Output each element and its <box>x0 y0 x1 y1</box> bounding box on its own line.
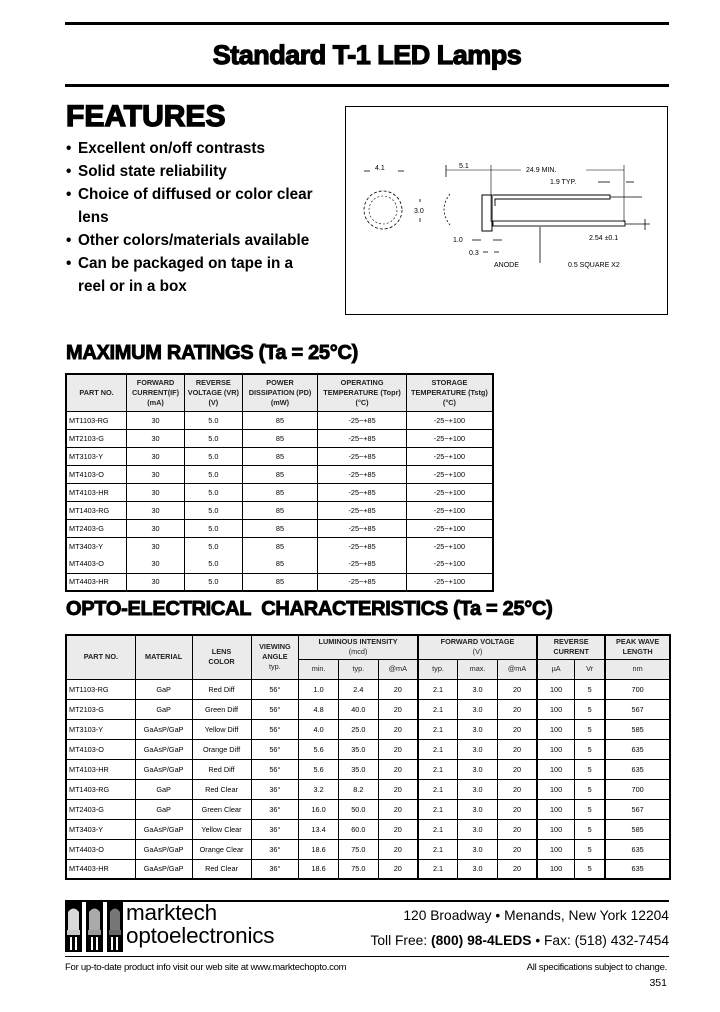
table-cell: 5 <box>575 739 606 759</box>
table-cell: 20 <box>378 819 418 839</box>
col-reverse-current: REVERSE CURRENT <box>537 635 605 659</box>
table-cell: 2.1 <box>418 699 458 719</box>
table-cell: 35.0 <box>338 759 378 779</box>
col-storage-temp: STORAGE TEMPERATURE (Tstg) (°C) <box>406 374 493 411</box>
table-subheader-row: min. typ. @mA typ. max. @mA µA Vr nm <box>66 659 670 679</box>
table-cell: 20 <box>378 699 418 719</box>
svg-text:1.0: 1.0 <box>453 237 463 244</box>
table-cell: 100 <box>537 819 574 839</box>
table-cell: 2.1 <box>418 759 458 779</box>
table-cell: 2.4 <box>338 679 378 699</box>
table-cell: 5.6 <box>299 759 339 779</box>
table-cell: 20 <box>378 719 418 739</box>
table-row <box>66 483 493 501</box>
table-cell: 20 <box>497 719 537 739</box>
page-title: Standard T-1 LED Lamps <box>212 40 522 70</box>
table-cell: -25~+100 <box>406 555 493 573</box>
table-cell: 20 <box>378 859 418 879</box>
table-cell: 20 <box>497 819 537 839</box>
feature-item: • Can be packaged on tape in a reel or in a box <box>66 252 333 298</box>
table-cell: 20 <box>497 779 537 799</box>
table-cell: 100 <box>537 679 574 699</box>
svg-text:0.5 SQUARE X2: 0.5 SQUARE X2 <box>568 262 620 269</box>
table-cell: 700 <box>605 779 670 799</box>
table-cell: 20 <box>497 739 537 759</box>
table-cell: 3.0 <box>458 679 498 699</box>
table-cell: GaAsP/GaP <box>135 819 192 839</box>
table-cell: GaAsP/GaP <box>135 739 192 759</box>
table-cell: 36° <box>251 779 299 799</box>
table-cell: 3.0 <box>458 799 498 819</box>
table-row <box>66 555 493 573</box>
table-cell: 30 <box>127 537 185 555</box>
table-cell: 2.1 <box>418 679 458 699</box>
table-cell: 5.0 <box>184 519 242 537</box>
table-cell: 75.0 <box>338 859 378 879</box>
table-cell: 5.0 <box>184 501 242 519</box>
table-cell: 20 <box>497 859 537 879</box>
max-ratings-table <box>65 373 494 592</box>
table-cell: 2.1 <box>418 739 458 759</box>
table-cell: 20 <box>497 679 537 699</box>
table-header-row <box>66 374 493 411</box>
bullet-icon: • <box>66 140 72 157</box>
table-cell: 13.4 <box>299 819 339 839</box>
table-cell: 3.0 <box>458 759 498 779</box>
table-cell: GaP <box>135 799 192 819</box>
table-cell: 1.0 <box>299 679 339 699</box>
table-cell: 100 <box>537 739 574 759</box>
table-cell: 36° <box>251 839 299 859</box>
table-cell: 5 <box>575 779 606 799</box>
package-drawing <box>345 106 668 315</box>
table-row <box>66 573 493 591</box>
brand-name: marktech optoelectronics <box>126 900 275 948</box>
table-cell: 4.0 <box>299 719 339 739</box>
table-cell: Green Diff <box>192 699 251 719</box>
table-cell: 585 <box>605 719 670 739</box>
table-cell: Green Clear <box>192 799 251 819</box>
table-cell: Red Diff <box>192 679 251 699</box>
table-cell: 56° <box>251 739 299 759</box>
table-cell: 30 <box>127 573 185 591</box>
table-cell: 635 <box>605 839 670 859</box>
table-cell: -25~+100 <box>406 519 493 537</box>
table-cell: 100 <box>537 759 574 779</box>
table-cell: 2.1 <box>418 799 458 819</box>
table-cell: 2.1 <box>418 839 458 859</box>
table-cell: -25~+100 <box>406 537 493 555</box>
led-logo-icon <box>65 900 123 952</box>
svg-text:4.1: 4.1 <box>375 165 385 172</box>
svg-text:1.9 TYP.: 1.9 TYP. <box>550 179 577 186</box>
table-cell: 5.6 <box>299 739 339 759</box>
table-cell: 635 <box>605 739 670 759</box>
table-cell: 20 <box>497 759 537 779</box>
table-cell: GaAsP/GaP <box>135 719 192 739</box>
col-lens-color: LENS COLOR <box>192 635 251 679</box>
svg-text:24.9 MIN.: 24.9 MIN. <box>526 167 557 174</box>
table-row <box>66 739 670 759</box>
bullet-icon: • <box>66 186 72 203</box>
part-number-cell: MT4103-HR <box>66 759 135 779</box>
opto-heading: OPTO-ELECTRICAL CHARACTERISTICS (Ta = 25°C) <box>66 598 553 620</box>
table-row <box>66 429 493 447</box>
svg-text:3.0: 3.0 <box>414 208 424 215</box>
table-cell: 2.1 <box>418 779 458 799</box>
bullet-icon: • <box>66 255 72 272</box>
table-cell: 85 <box>242 411 318 429</box>
table-cell: 100 <box>537 839 574 859</box>
table-cell: GaP <box>135 679 192 699</box>
table-cell: 3.0 <box>458 819 498 839</box>
col-material: MATERIAL <box>135 635 192 679</box>
table-cell: 35.0 <box>338 739 378 759</box>
part-number-cell: MT1103-RG <box>66 411 127 429</box>
feature-item: • Solid state reliability <box>66 160 333 183</box>
table-row <box>66 859 670 879</box>
col-operating-temp: OPERATING TEMPERATURE (Topr) (°C) <box>318 374 407 411</box>
features-heading: FEATURES <box>66 100 226 133</box>
table-cell: 635 <box>605 759 670 779</box>
table-cell: 85 <box>242 555 318 573</box>
table-cell: 567 <box>605 699 670 719</box>
table-row <box>66 679 670 699</box>
table-cell: 75.0 <box>338 839 378 859</box>
table-cell: -25~+100 <box>406 429 493 447</box>
table-cell: 85 <box>242 429 318 447</box>
table-row <box>66 779 670 799</box>
table-cell: 36° <box>251 799 299 819</box>
table-cell: 40.0 <box>338 699 378 719</box>
part-number-cell: MT4403-HR <box>66 573 127 591</box>
table-cell: 5.0 <box>184 465 242 483</box>
table-cell: 3.0 <box>458 739 498 759</box>
table-cell: 5.0 <box>184 483 242 501</box>
footer-bottom-rule <box>65 956 669 957</box>
table-cell: -25~+85 <box>318 537 407 555</box>
table-cell: 5.0 <box>184 429 242 447</box>
col-luminous-intensity: LUMINOUS INTENSITY (mcd) <box>299 635 418 659</box>
table-cell: 100 <box>537 719 574 739</box>
table-cell: -25~+85 <box>318 411 407 429</box>
table-cell: 100 <box>537 799 574 819</box>
part-number-cell: MT4403-O <box>66 839 135 859</box>
col-forward-current: FORWARD CURRENT(IF) (mA) <box>127 374 185 411</box>
table-row <box>66 465 493 483</box>
part-number-cell: MT3103-Y <box>66 719 135 739</box>
col-viewing-angle: VIEWING ANGLE typ. <box>251 635 299 679</box>
table-cell: 85 <box>242 465 318 483</box>
table-cell: GaAsP/GaP <box>135 859 192 879</box>
col-part-no: PART NO. <box>66 374 127 411</box>
table-cell: Red Diff <box>192 759 251 779</box>
table-cell: 100 <box>537 859 574 879</box>
table-cell: 5 <box>575 719 606 739</box>
table-cell: Red Clear <box>192 859 251 879</box>
table-cell: 585 <box>605 819 670 839</box>
table-cell: 85 <box>242 537 318 555</box>
table-cell: 30 <box>127 447 185 465</box>
table-cell: -25~+100 <box>406 465 493 483</box>
table-cell: 5.0 <box>184 555 242 573</box>
feature-item: • Choice of diffused or color clear lens <box>66 183 333 229</box>
table-cell: 5.0 <box>184 447 242 465</box>
table-cell: 5.0 <box>184 573 242 591</box>
part-number-cell: MT4403-O <box>66 555 127 573</box>
bullet-icon: • <box>66 163 72 180</box>
svg-text:2.54 ±0.1: 2.54 ±0.1 <box>589 235 619 242</box>
table-cell: 5 <box>575 679 606 699</box>
opto-characteristics-table <box>65 634 671 880</box>
part-number-cell: MT4403-HR <box>66 859 135 879</box>
part-number-cell: MT1403-RG <box>66 501 127 519</box>
table-cell: 3.0 <box>458 719 498 739</box>
col-peak-wavelength: PEAK WAVE LENGTH <box>605 635 670 659</box>
part-number-cell: MT3403-Y <box>66 537 127 555</box>
part-number-cell: MT3403-Y <box>66 819 135 839</box>
col-forward-voltage: FORWARD VOLTAGE (V) <box>418 635 537 659</box>
table-cell: 2.1 <box>418 719 458 739</box>
table-row <box>66 719 670 739</box>
table-row <box>66 519 493 537</box>
part-number-cell: MT4103-O <box>66 739 135 759</box>
table-cell: -25~+85 <box>318 501 407 519</box>
table-cell: 60.0 <box>338 819 378 839</box>
title-rule <box>65 84 669 87</box>
table-cell: 30 <box>127 465 185 483</box>
table-cell: GaP <box>135 699 192 719</box>
table-cell: 56° <box>251 699 299 719</box>
table-cell: 20 <box>378 779 418 799</box>
table-cell: 8.2 <box>338 779 378 799</box>
table-row <box>66 839 670 859</box>
table-cell: -25~+85 <box>318 447 407 465</box>
table-cell: Red Clear <box>192 779 251 799</box>
table-cell: -25~+100 <box>406 411 493 429</box>
table-row <box>66 819 670 839</box>
table-cell: 100 <box>537 779 574 799</box>
svg-text:5.1: 5.1 <box>459 163 469 170</box>
table-row <box>66 799 670 819</box>
table-cell: 2.1 <box>418 819 458 839</box>
table-cell: 36° <box>251 819 299 839</box>
table-cell: -25~+100 <box>406 501 493 519</box>
table-cell: 20 <box>378 739 418 759</box>
table-cell: 5.0 <box>184 537 242 555</box>
features-list <box>66 137 333 298</box>
table-cell: 20 <box>497 839 537 859</box>
col-reverse-voltage: REVERSE VOLTAGE (VR) (V) <box>184 374 242 411</box>
table-cell: GaP <box>135 779 192 799</box>
part-number-cell: MT2403-G <box>66 799 135 819</box>
table-cell: 30 <box>127 429 185 447</box>
table-row <box>66 447 493 465</box>
page-number: 351 <box>649 977 667 989</box>
table-cell: 4.8 <box>299 699 339 719</box>
table-cell: Yellow Diff <box>192 719 251 739</box>
table-cell: 30 <box>127 483 185 501</box>
contact-phone: Toll Free: (800) 98-4LEDS • Fax: (518) 432-7454 <box>370 933 669 948</box>
table-cell: 30 <box>127 411 185 429</box>
part-number-cell: MT4103-HR <box>66 483 127 501</box>
table-cell: 36° <box>251 859 299 879</box>
table-cell: 20 <box>378 799 418 819</box>
part-number-cell: MT3103-Y <box>66 447 127 465</box>
table-cell: 56° <box>251 759 299 779</box>
part-number-cell: MT1103-RG <box>66 679 135 699</box>
table-cell: 30 <box>127 501 185 519</box>
part-number-cell: MT2103-G <box>66 699 135 719</box>
table-cell: -25~+85 <box>318 483 407 501</box>
table-cell: 5 <box>575 819 606 839</box>
table-cell: 56° <box>251 719 299 739</box>
table-cell: -25~+85 <box>318 429 407 447</box>
max-ratings-heading: MAXIMUM RATINGS (Ta = 25°C) <box>66 342 358 364</box>
table-cell: 100 <box>537 699 574 719</box>
table-cell: GaAsP/GaP <box>135 759 192 779</box>
table-cell: 3.0 <box>458 859 498 879</box>
table-cell: 20 <box>497 699 537 719</box>
table-cell: 30 <box>127 519 185 537</box>
table-cell: 25.0 <box>338 719 378 739</box>
table-cell: 5 <box>575 699 606 719</box>
table-cell: 85 <box>242 519 318 537</box>
table-cell: -25~+85 <box>318 465 407 483</box>
svg-text:ANODE: ANODE <box>494 262 519 269</box>
led-dimension-diagram <box>346 107 669 316</box>
table-cell: 3.0 <box>458 779 498 799</box>
part-number-cell: MT4103-O <box>66 465 127 483</box>
table-cell: 16.0 <box>299 799 339 819</box>
table-cell: 20 <box>378 759 418 779</box>
table-row <box>66 537 493 555</box>
table-cell: 5 <box>575 839 606 859</box>
table-cell: 85 <box>242 447 318 465</box>
table-cell: 2.1 <box>418 859 458 879</box>
table-cell: 5 <box>575 859 606 879</box>
table-cell: -25~+85 <box>318 519 407 537</box>
part-number-cell: MT2103-G <box>66 429 127 447</box>
table-cell: -25~+85 <box>318 573 407 591</box>
table-header-row <box>66 635 670 659</box>
table-cell: 85 <box>242 501 318 519</box>
table-row <box>66 411 493 429</box>
table-row <box>66 501 493 519</box>
table-cell: 5 <box>575 759 606 779</box>
table-cell: Orange Clear <box>192 839 251 859</box>
top-rule <box>65 22 669 25</box>
table-cell: Yellow Clear <box>192 819 251 839</box>
table-cell: 20 <box>378 679 418 699</box>
bullet-icon: • <box>66 232 72 249</box>
table-row <box>66 699 670 719</box>
part-number-cell: MT1403-RG <box>66 779 135 799</box>
col-part-no: PART NO. <box>66 635 135 679</box>
table-cell: 700 <box>605 679 670 699</box>
table-cell: 50.0 <box>338 799 378 819</box>
table-cell: 18.6 <box>299 859 339 879</box>
table-cell: 56° <box>251 679 299 699</box>
table-cell: 85 <box>242 573 318 591</box>
table-cell: -25~+85 <box>318 555 407 573</box>
table-row <box>66 759 670 779</box>
table-cell: -25~+100 <box>406 447 493 465</box>
svg-text:0.3: 0.3 <box>469 250 479 257</box>
table-cell: 85 <box>242 483 318 501</box>
table-cell: 20 <box>378 839 418 859</box>
table-cell: GaAsP/GaP <box>135 839 192 859</box>
table-cell: 3.0 <box>458 839 498 859</box>
table-cell: -25~+100 <box>406 483 493 501</box>
table-cell: 18.6 <box>299 839 339 859</box>
table-cell: Orange Diff <box>192 739 251 759</box>
table-cell: 20 <box>497 799 537 819</box>
table-cell: 5 <box>575 799 606 819</box>
feature-item: • Excellent on/off contrasts <box>66 137 333 160</box>
company-address: 120 Broadway • Menands, New York 12204 <box>403 908 669 923</box>
table-cell: 635 <box>605 859 670 879</box>
table-cell: 5.0 <box>184 411 242 429</box>
website-note: For up-to-date product info visit our web site at www.marktechopto.com <box>65 962 347 973</box>
marktech-logo <box>65 900 123 957</box>
table-cell: -25~+100 <box>406 573 493 591</box>
table-cell: 3.2 <box>299 779 339 799</box>
disclaimer: All specifications subject to change. <box>526 962 667 973</box>
table-cell: 3.0 <box>458 699 498 719</box>
col-power-dissipation: POWER DISSIPATION (PD) (mW) <box>242 374 318 411</box>
table-cell: 567 <box>605 799 670 819</box>
table-cell: 30 <box>127 555 185 573</box>
part-number-cell: MT2403-G <box>66 519 127 537</box>
feature-item: • Other colors/materials available <box>66 229 333 252</box>
